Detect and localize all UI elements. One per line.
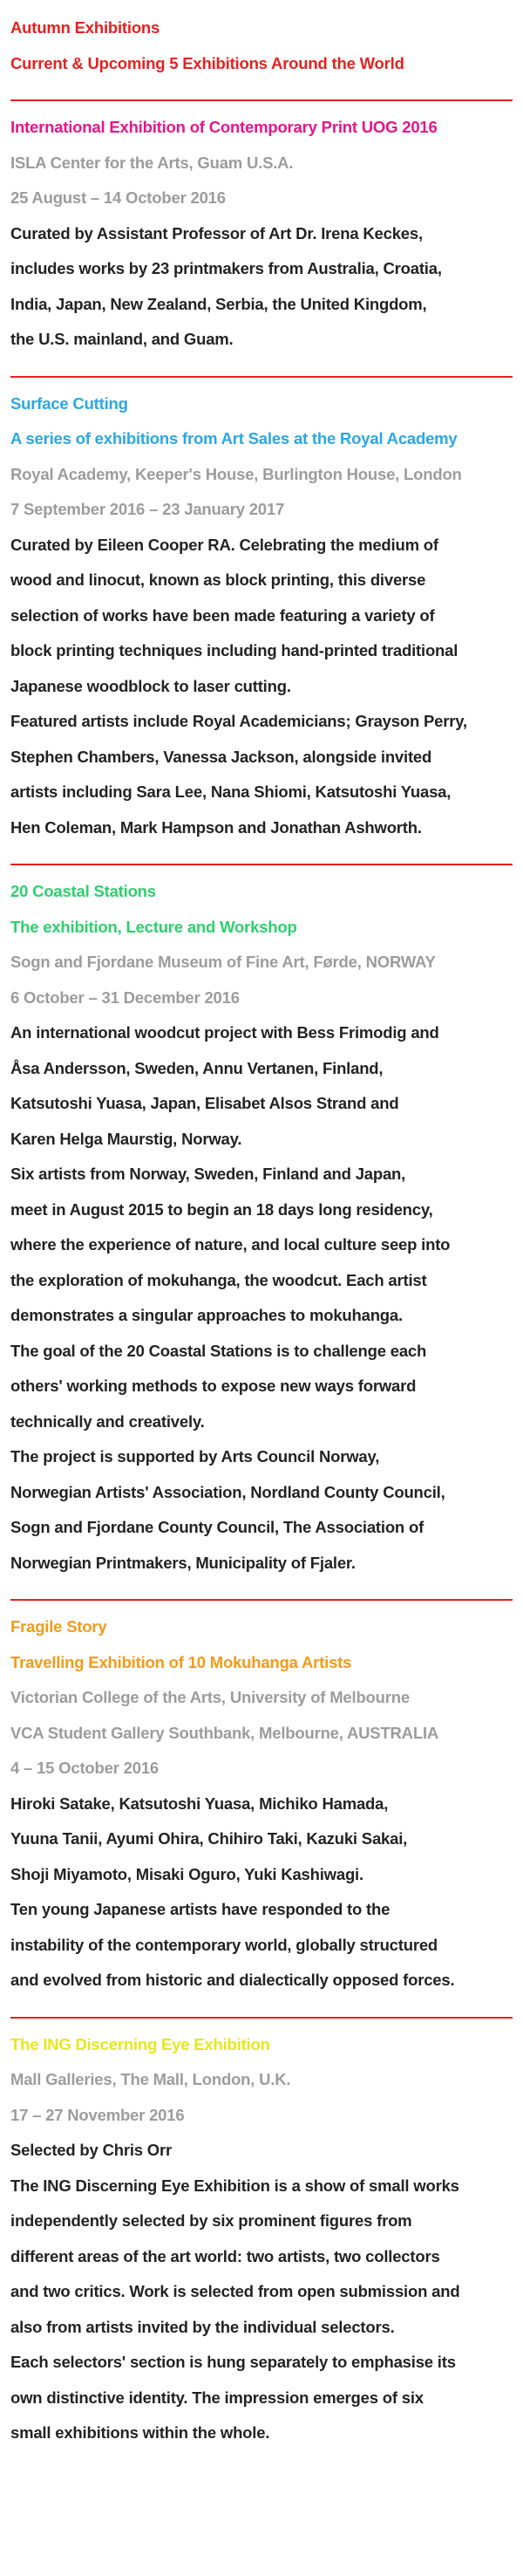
description-line: Karen Helga Maurstig, Norway.	[10, 1129, 242, 1148]
description-line: wood and linocut, known as block printing, this diverse	[10, 571, 426, 589]
exhibition-fragile-story	[0, 1609, 523, 1999]
description-line: own distinctive identity. The impression emerges of six	[10, 2388, 424, 2407]
description-line: The ING Discerning Eye Exhibition is a show of small works	[10, 2176, 459, 2195]
description-line: the exploration of mokuhanga, the woodcut. Each artist	[10, 1270, 427, 1289]
description-line: and evolved from historic and dialectically opposed forces.	[10, 1971, 455, 1989]
exhibition-title: International Exhibition of Contemporary Print UOG 2016	[10, 118, 438, 136]
description-line: Six artists from Norway, Sweden, Finland and Japan,	[10, 1165, 406, 1183]
description-line: the U.S. mainland, and Guam.	[10, 330, 234, 348]
description-line: technically and creatively.	[10, 1411, 205, 1431]
exhibition-venue: Victorian College of the Arts, University of Melbourne	[10, 1688, 410, 1706]
description-line: The project is supported by Arts Council Norway,	[10, 1447, 380, 1466]
exhibition-venue: Royal Academy, Keeper's House, Burlington House, London	[10, 464, 462, 483]
exhibition-dates: 25 August – 14 October 2016	[10, 188, 226, 207]
exhibition-venue: ISLA Center for the Arts, Guam U.S.A.	[10, 153, 294, 172]
page-title: Autumn Exhibitions	[10, 18, 160, 37]
description-line: Hen Coleman, Mark Hampson and Jonathan Ashworth.	[10, 817, 422, 837]
divider	[10, 2017, 513, 2019]
exhibition-title: The ING Discerning Eye Exhibition	[10, 2034, 270, 2053]
exhibition-surface-cutting	[0, 386, 523, 846]
description-line: Yuuna Tanii, Ayumi Ohira, Chihiro Taki, Kazuki Sakai,	[10, 1829, 408, 1848]
exhibition-ing-discerning-eye	[0, 2027, 523, 2451]
description-line: Ten young Japanese artists have responded to the	[10, 1900, 391, 1918]
exhibition-uog-2016	[0, 110, 523, 358]
exhibition-venue: Sogn and Fjordane Museum of Fine Art, Førde, NORWAY	[10, 953, 436, 971]
description-line: block printing techniques including hand-printed traditional	[10, 641, 458, 659]
description-line: Japanese woodblock to laser cutting.	[10, 676, 291, 695]
description-line: Curated by Assistant Professor of Art Dr. Irena Keckes,	[10, 223, 423, 243]
page-header	[0, 10, 523, 81]
description-line: The goal of the 20 Coastal Stations is to challenge each	[10, 1341, 427, 1360]
exhibition-description	[10, 528, 513, 846]
exhibition-subtitle: Travelling Exhibition of 10 Mokuhanga Artists	[10, 1652, 352, 1671]
description-line: meet in August 2015 to begin an 18 days long residency,	[10, 1199, 433, 1219]
exhibition-subtitle: A series of exhibitions from Art Sales at the Royal Academy	[10, 429, 458, 448]
exhibition-20-coastal-stations	[0, 874, 523, 1581]
exhibition-venue-secondary: VCA Student Gallery Southbank, Melbourne, AUSTRALIA	[10, 1723, 439, 1742]
description-line: artists including Sara Lee, Nana Shiomi, Katsutoshi Yuasa,	[10, 782, 452, 801]
description-line: includes works by 23 printmakers from Australia, Croatia,	[10, 259, 442, 277]
exhibition-description	[10, 1787, 513, 1999]
description-line: Selected by Chris Orr	[10, 2141, 172, 2159]
divider	[10, 1599, 513, 1601]
description-line: small exhibitions within the whole.	[10, 2423, 270, 2442]
exhibition-dates: 4 – 15 October 2016	[10, 1759, 159, 1777]
description-line: Each selectors' section is hung separately to emphasise its	[10, 2353, 456, 2371]
exhibition-title: 20 Coastal Stations	[10, 882, 156, 900]
description-line: Åsa Andersson, Sweden, Annu Vertanen, Finland,	[10, 1058, 384, 1077]
exhibition-dates: 6 October – 31 December 2016	[10, 987, 240, 1007]
exhibition-description	[10, 1015, 513, 1581]
description-line: Stephen Chambers, Vanessa Jackson, alongside invited	[10, 747, 432, 766]
divider	[10, 99, 513, 101]
description-line: Katsutoshi Yuasa, Japan, Elisabet Alsos Strand and	[10, 1094, 399, 1112]
exhibition-venue: Mall Galleries, The Mall, London, U.K.	[10, 2070, 291, 2088]
exhibition-description	[10, 216, 513, 358]
exhibition-dates: 7 September 2016 – 23 January 2017	[10, 500, 285, 518]
divider	[10, 376, 513, 378]
description-line: Sogn and Fjordane County Council, The Association of	[10, 1518, 425, 1536]
description-line: selection of works have been made featuring a variety of	[10, 605, 435, 625]
description-line: independently selected by six prominent figures from	[10, 2211, 412, 2230]
description-line: Featured artists include Royal Academicians; Grayson Perry,	[10, 712, 467, 730]
page-subtitle: Current & Upcoming 5 Exhibitions Around the World	[10, 53, 404, 72]
description-line: Norwegian Artists' Association, Nordland County Council,	[10, 1482, 445, 1501]
exhibition-subtitle: The exhibition, Lecture and Workshop	[10, 917, 297, 936]
description-line: different areas of the art world: two artists, two collectors	[10, 2246, 440, 2265]
exhibition-dates: 17 – 27 November 2016	[10, 2105, 185, 2124]
exhibition-title: Surface Cutting	[10, 393, 128, 413]
description-line: instability of the contemporary world, globally structured	[10, 1935, 438, 1954]
description-line: where the experience of nature, and local culture seep into	[10, 1235, 451, 1254]
description-line: An international woodcut project with Bess Frimodig and	[10, 1023, 439, 1042]
description-line: Curated by Eileen Cooper RA. Celebrating the medium of	[10, 535, 438, 554]
description-line: demonstrates a singular approaches to mokuhanga.	[10, 1306, 403, 1324]
description-line: India, Japan, New Zealand, Serbia, the United Kingdom,	[10, 294, 427, 313]
description-line: others' working methods to expose new ways forward	[10, 1377, 417, 1395]
description-line: Shoji Miyamoto, Misaki Oguro, Yuki Kashiwagi.	[10, 1864, 363, 1883]
description-line: Norwegian Printmakers, Municipality of Fjaler.	[10, 1553, 356, 1572]
description-line: Hiroki Satake, Katsutoshi Yuasa, Michiko Hamada,	[10, 1794, 389, 1813]
description-line: and two critics. Work is selected from open submission and	[10, 2282, 460, 2300]
description-line: also from artists invited by the individual selectors.	[10, 2317, 395, 2336]
exhibition-title: Fragile Story	[10, 1617, 107, 1636]
exhibition-description	[10, 2133, 513, 2451]
divider	[10, 864, 513, 865]
